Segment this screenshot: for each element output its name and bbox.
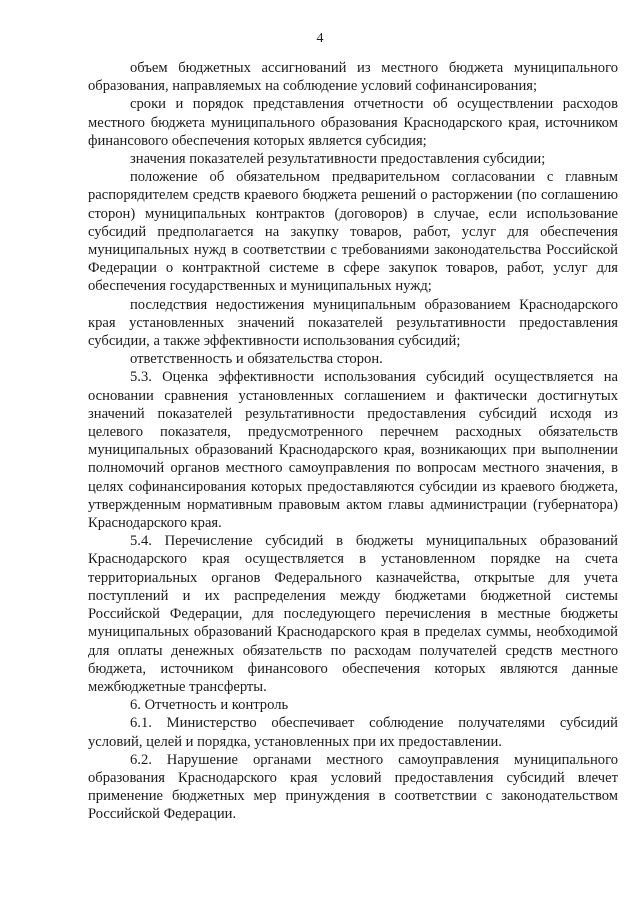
paragraph: ответственность и обязательства сторон. — [130, 351, 383, 368]
paragraph: значения показателей результативности предоставления субсидии; — [130, 151, 546, 168]
page-number: 4 — [316, 31, 324, 46]
paragraph: последствия недостижения муниципальным образованием Краснодарского края установленных значений показателей результативности предоставления субсидии, а также эффективности использования субсидий; — [88, 296, 618, 350]
paragraph-6-2: 6.2. Нарушение органами местного самоуправления муниципального образования Краснодарского края условий предоставления субсидий влечет применение бюджетных мер принуждения в соответствии с законодательством Российской Федерации. — [88, 751, 618, 823]
document-body — [88, 59, 618, 824]
paragraph-5-3: 5.3. Оценка эффективности использования субсидий осуществляется на основании сравнения установленных соглашением и фактически достигнутых значений показателей результативности предоставления субсидий исходя из целевого показателя, предусмотренного перечнем расходных обязательств муниципальных образований Краснодарского края, возникающих при выполнении полномочий органов местного самоуправления по вопросам местного значения, в целях софинансирования которых предоставляются субсидии из краевого бюджета, утвержденным нормативным правовым актом главы администрации (губернатора) Краснодарского края. — [88, 369, 618, 532]
paragraph: объем бюджетных ассигнований из местного бюджета муниципального образования, направляемых на соблюдение условий софинансирования; — [88, 60, 618, 95]
paragraph-6-1: 6.1. Министерство обеспечивает соблюдение получателями субсидий условий, целей и порядка, установленных при их предоставлении. — [88, 715, 618, 750]
section-heading: 6. Отчетность и контроль — [130, 697, 289, 714]
paragraph-5-4: 5.4. Перечисление субсидий в бюджеты муниципальных образований Краснодарского края осуществляется в установленном порядке на счета территориальных органов Федерального казначейства, открытые для учета поступлений и их распределения между бюджетами бюджетной системы Российской Федерации, для последующего перечисления в местные бюджеты муниципальных образований Краснодарского края в пределах суммы, необходимой для оплаты денежных обязательств по расходам получателей средств местного бюджета, источником финансового обеспечения которых являются данные межбюджетные трансферты. — [88, 533, 618, 695]
paragraph: положение об обязательном предварительном согласовании с главным распорядителем средств краевого бюджета решений о расторжении (по соглашению сторон) муниципальных контрактов (договоров) в случае, если использование субсидий предполагается на закупку товаров, работ, услуг для обеспечения муниципальных нужд в соответствии с требованиями законодательства Российской Федерации о контрактной системе в сфере закупок товаров, работ, услуг для обеспечения государственных и муниципальных нужд; — [88, 169, 618, 295]
paragraph: сроки и порядок представления отчетности об осуществлении расходов местного бюджета муниципального образования Краснодарского края, источником финансового обеспечения которых является субсидия; — [88, 96, 618, 149]
